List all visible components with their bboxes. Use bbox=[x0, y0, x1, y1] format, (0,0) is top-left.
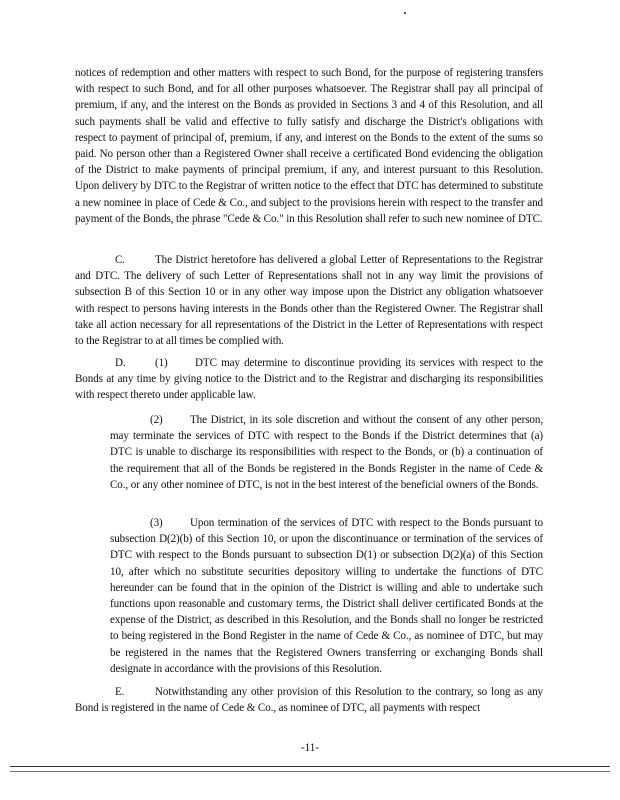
subsection-marker: (1) bbox=[155, 357, 168, 369]
paragraph-d2 bbox=[110, 412, 543, 493]
scan-speck bbox=[404, 12, 406, 14]
paragraph-text: The District, in its sole discretion and without the consent of any other person, may terminate the services of DTC with respect to the Bonds if the District determines that (a) DTC is unable to discharge its responsibilities with respect to the Bonds, or (b) a continuation of the requirement that all of the Bonds be registered in the Bonds Register in the name of Cede & Co., or any other nominee of DTC, is not in the best interest of the beneficial owners of the Bonds. bbox=[110, 414, 543, 491]
paragraph-text: DTC may determine to discontinue providing its services with respect to the Bonds at any time by giving notice to the District and to the Registrar and discharging its responsibilities with respect thereto under applicable law. bbox=[75, 357, 543, 402]
section-marker: D. bbox=[115, 357, 126, 369]
subsection-marker: (3) bbox=[150, 517, 163, 529]
page-number: -11- bbox=[300, 742, 320, 754]
paragraph-text: Upon termination of the services of DTC with respect to the Bonds pursuant to subsection D(2)(b) of this Section 10, or upon the discontinuance or termination of the services of DTC with respect to the Bonds pursuant to subsection D(1) or subsection D(2)(a) of this Section 10, after which no substitute securities depository willing to undertake the functions of DTC hereunder can be found that in the opinion of the District is willing and able to undertake such functions upon reasonable and customary terms, the District shall deliver certificated Bonds at the expense of the District, as described in this Resolution, and the Bonds shall no longer be restricted to being registered in the Bond Register in the name of Cede & Co., as nominee of DTC, but may be registered in the names that the Registered Owners transferring or exchanging Bonds shall designate in accordance with the provisions of this Resolution. bbox=[110, 517, 543, 675]
footer-rule-secondary bbox=[10, 771, 610, 772]
footer-rule bbox=[10, 766, 610, 767]
paragraph-continuation bbox=[75, 65, 543, 227]
paragraph-text: The District heretofore has delivered a global Letter of Representations to the Registrar and DTC. The delivery of such Letter of Representations shall not in any way limit the provisions of subsection B of this Section 10 or in any other way impose upon the District any obligation whatsoever with respect to persons having interests in the Bonds other than the Registered Owner. The Registrar shall take all action necessary for all representations of the District in the Letter of Representations with respect to the Registrar to at all times be complied with. bbox=[75, 254, 543, 348]
paragraph-text: notices of redemption and other matters with respect to such Bond, for the purpose of registering transfers with respect to such Bond, and for all other purposes whatsoever. The Registrar shall pay all principal of premium, if any, and the interest on the Bonds as provided in Sections 3 and 4 of this Resolution, and all such payments shall be valid and effective to fully satisfy and discharge the District's obligations with respect to payment of principal of, premium, if any, and interest on the Bonds to the extent of the sums so paid. No person other than a Registered Owner shall receive a certificated Bond evidencing the obligation of the District to make payments of principal premium, if any, and interest pursuant to this Resolution. Upon delivery by DTC to the Registrar of written notice to the effect that DTC has determined to substitute a new nominee in place of Cede & Co., and subject to the provisions herein with respect to the transfer and payment of the Bonds, the phrase "Cede & Co." in this Resolution shall refer to such new nominee of DTC. bbox=[75, 67, 543, 225]
section-marker: E. bbox=[115, 686, 125, 698]
subsection-marker: (2) bbox=[150, 414, 163, 426]
paragraph-d1 bbox=[75, 355, 543, 404]
paragraph-d3 bbox=[110, 515, 543, 677]
paragraph-e bbox=[75, 684, 543, 716]
paragraph-text: Notwithstanding any other provision of this Resolution to the contrary, so long as any Bond is registered in the name of Cede & Co., as nominee of DTC, all payments with respect bbox=[75, 686, 543, 715]
paragraph-c bbox=[75, 252, 543, 349]
section-marker: C. bbox=[115, 254, 125, 266]
